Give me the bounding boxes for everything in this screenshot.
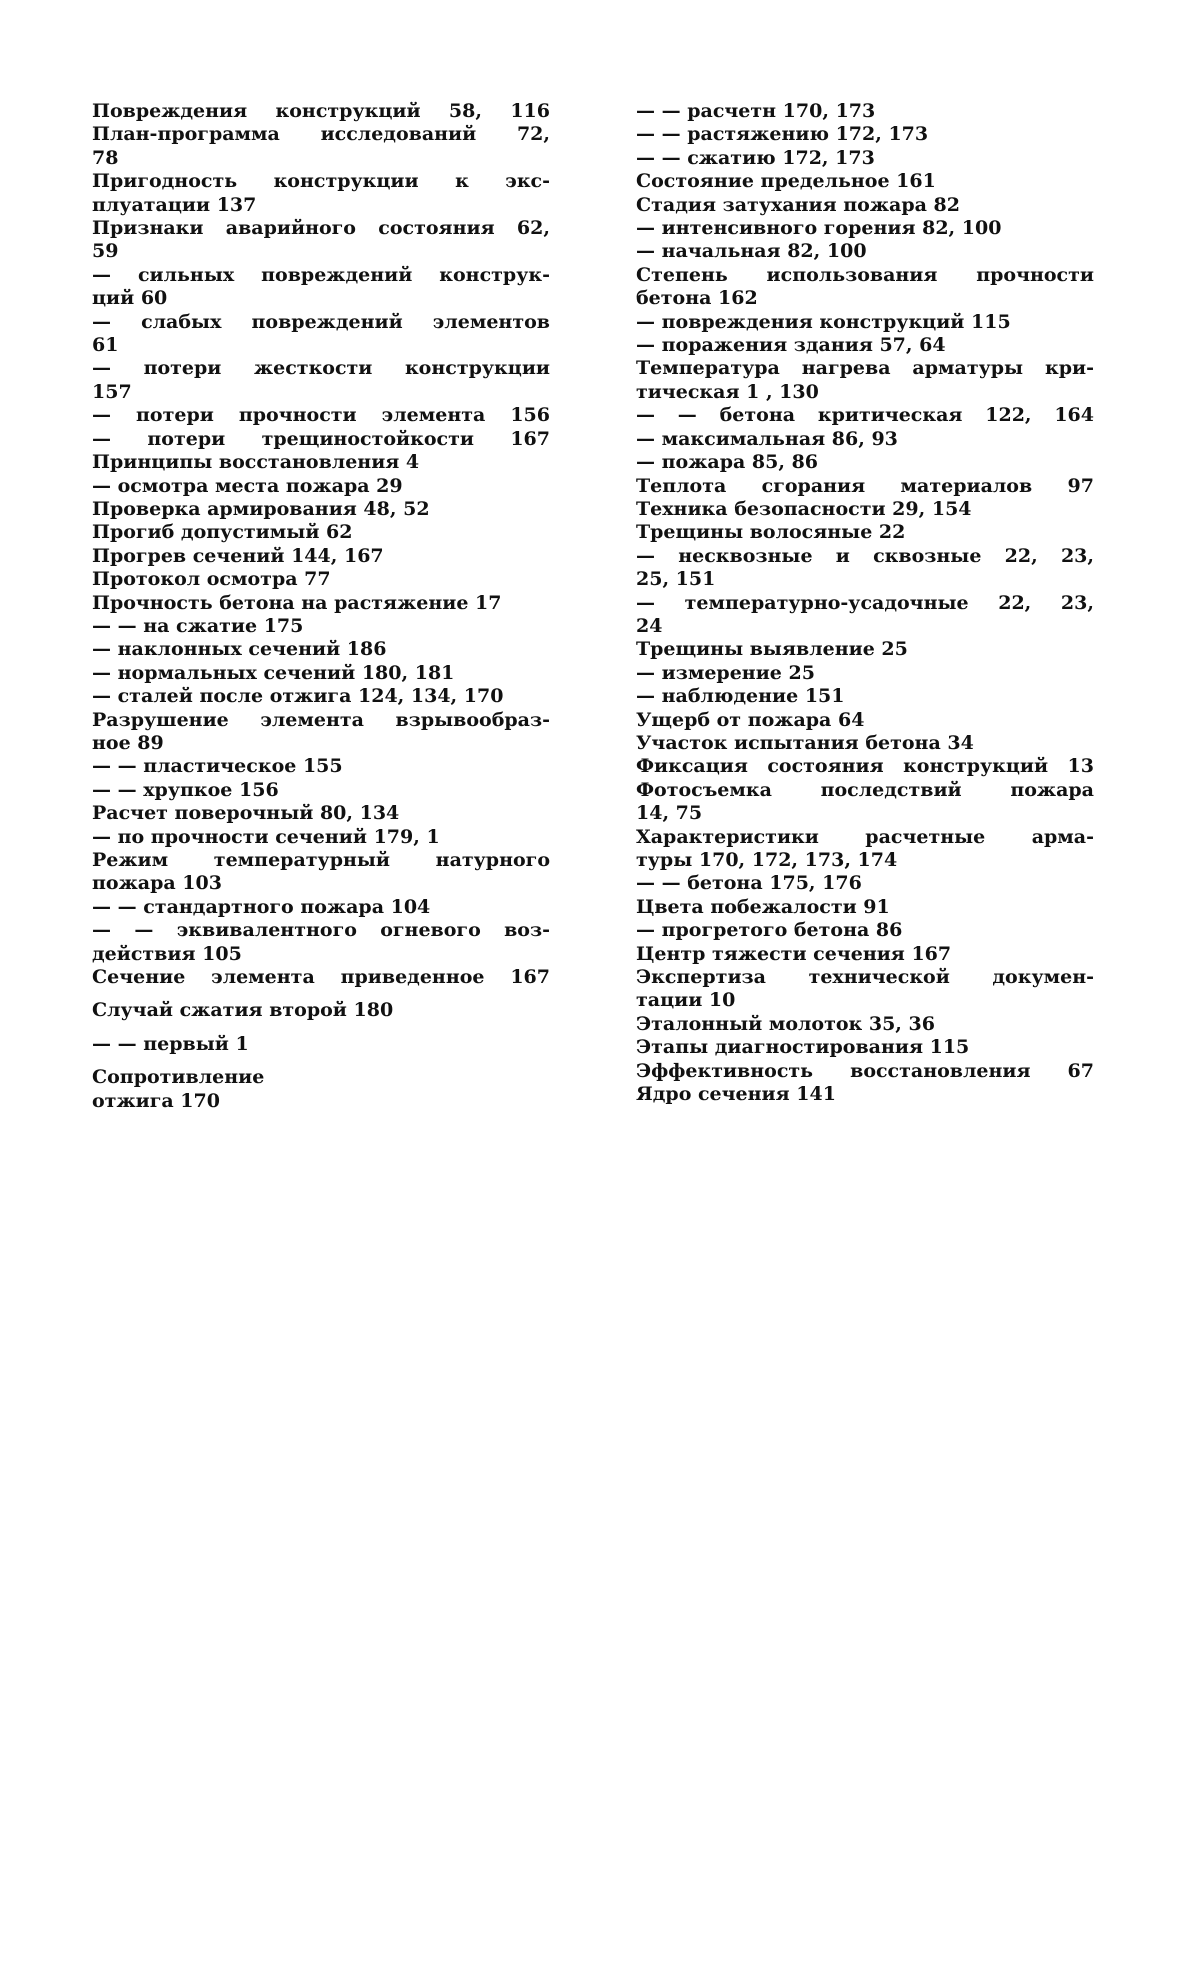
index-entry: ное 89 (92, 731, 164, 754)
index-entry: — — бетона 175, 176 (636, 872, 862, 895)
index-entry: Сечение элемента приведенное 167 (92, 966, 550, 989)
index-entry: Повреждения конструкций 58, 116 (92, 100, 550, 122)
entry-spacer (92, 1023, 550, 1033)
index-entry: — — бетона критическая 122, 164 (636, 404, 1094, 427)
index-entry: Принципы восстановления 4 (92, 451, 420, 474)
index-entry: Режим температурный натурного (92, 849, 550, 871)
entry-spacer (92, 989, 550, 999)
index-entry: — сильных повреждений конструк- (92, 263, 550, 286)
index-entry: Эффективность восстановления 67 (636, 1059, 1094, 1082)
index-entry: Теплота сгорания материалов 97 (636, 474, 1094, 497)
index-entry: — потери прочности элемента 156 (92, 404, 550, 427)
index-entry: — — на сжатие 175 (92, 614, 304, 637)
index-entry: Центр тяжести сечения 167 (636, 942, 952, 965)
index-entry: — нормальных сечений 180, 181 (92, 661, 455, 684)
index-entry: 157 (92, 380, 132, 403)
index-entry: Трещины выявление 25 (636, 638, 908, 661)
index-entry: — измерение 25 (636, 661, 815, 684)
index-entry: — поражения здания 57, 64 (636, 334, 946, 357)
index-entry: — сталей после отжига 124, 134, 170 (92, 685, 504, 708)
index-entry: тации 10 (636, 989, 736, 1012)
index-entry: Протокол осмотра 77 (92, 568, 331, 591)
index-column-right (636, 100, 1094, 1106)
index-entry: Эталонный молоток 35, 36 (636, 1012, 935, 1035)
index-entry: — — расчетн 170, 173 (636, 100, 876, 122)
index-entry: — осмотра места пожара 29 (92, 474, 403, 497)
index-entry: — температурно-усадочные 22, 23, (636, 591, 1094, 614)
index-entry: Экспертиза технической докумен- (636, 966, 1094, 989)
index-entry: 59 (92, 240, 119, 263)
index-entry: Фиксация состояния конструкций 13 (636, 755, 1094, 778)
index-entry: — — хрупкое 156 (92, 778, 279, 801)
index-entry: — — стандартного пожара 104 (92, 895, 431, 918)
index-entry: Стадия затухания пожара 82 (636, 193, 961, 216)
index-entry: Характеристики расчетные арма- (636, 825, 1094, 848)
index-entry: Температура нагрева арматуры кри- (636, 357, 1094, 380)
index-entry: — интенсивного горения 82, 100 (636, 217, 1002, 240)
index-column-left (92, 100, 550, 1113)
index-entry: Состояние предельное 161 (636, 170, 936, 193)
index-entry: ций 60 (92, 287, 168, 310)
index-entry: пожара 103 (92, 872, 222, 895)
index-entry: Случай сжатия второй 180 (92, 999, 394, 1022)
index-entry: Этапы диагностирования 115 (636, 1036, 970, 1059)
index-entry: 24 (636, 614, 663, 637)
index-entry: плуатации 137 (92, 193, 257, 216)
index-entry: — наклонных сечений 186 (92, 638, 387, 661)
index-entry: Трещины волосяные 22 (636, 521, 906, 544)
index-entry: — наблюдение 151 (636, 685, 845, 708)
index-entry: Цвета побежалости 91 (636, 895, 890, 918)
index-entry: — потери трещиностойкости 167 (92, 427, 550, 450)
index-entry: Расчет поверочный 80, 134 (92, 802, 400, 825)
index-entry: Пригодность конструкции к экс- (92, 170, 550, 193)
index-entry: туры 170, 172, 173, 174 (636, 849, 898, 871)
index-entry: — по прочности сечений 179, 1 (92, 825, 440, 848)
index-entry: тическая 1 , 130 (636, 380, 819, 403)
index-entry: — слабых повреждений элементов (92, 310, 550, 333)
index-entry: — повреждения конструкций 115 (636, 310, 1011, 333)
entry-spacer (92, 1056, 550, 1066)
index-entry: — прогретого бетона 86 (636, 919, 903, 942)
index-entry: Проверка армирования 48, 52 (92, 497, 430, 520)
index-entry: Разрушение элемента взрывообраз- (92, 708, 550, 731)
index-entry: Участок испытания бетона 34 (636, 731, 974, 754)
index-entry: — — первый 1 (92, 1032, 249, 1055)
index-entry: отжига 170 (92, 1089, 220, 1112)
index-entry: Техника безопасности 29, 154 (636, 497, 972, 520)
index-entry: Ущерб от пожара 64 (636, 708, 865, 731)
index-entry: Ядро сечения 141 (636, 1083, 836, 1106)
index-entry: 61 (92, 334, 119, 357)
index-entry: — начальная 82, 100 (636, 240, 867, 263)
index-entry: Степень использования прочности (636, 263, 1094, 286)
index-entry: — — растяжению 172, 173 (636, 123, 929, 146)
index-entry: 14, 75 (636, 802, 703, 825)
index-entry: 25, 151 (636, 568, 716, 591)
index-entry: — несквозные и сквозные 22, 23, (636, 544, 1094, 567)
index-entry: Фотосъемка последствий пожара (636, 778, 1094, 801)
index-entry: — пожара 85, 86 (636, 451, 819, 474)
index-entry: Прогрев сечений 144, 167 (92, 544, 384, 567)
index-entry: Прогиб допустимый 62 (92, 521, 353, 544)
index-entry: План-программа исследований 72, (92, 123, 550, 146)
index-entry: — — эквивалентного огневого воз- (92, 919, 550, 942)
index-entry: Прочность бетона на растяжение 17 (92, 591, 502, 614)
index-entry: — — сжатию 172, 173 (636, 146, 875, 169)
index-entry: — — пластическое 155 (92, 755, 343, 778)
index-entry: Сопротивление (92, 1066, 265, 1089)
index-entry: Признаки аварийного состояния 62, (92, 217, 550, 240)
index-entry: — потери жесткости конструкции (92, 357, 550, 380)
index-entry: действия 105 (92, 942, 242, 965)
index-entry: — максимальная 86, 93 (636, 427, 898, 450)
index-entry: 78 (92, 146, 119, 169)
index-entry: бетона 162 (636, 287, 758, 310)
